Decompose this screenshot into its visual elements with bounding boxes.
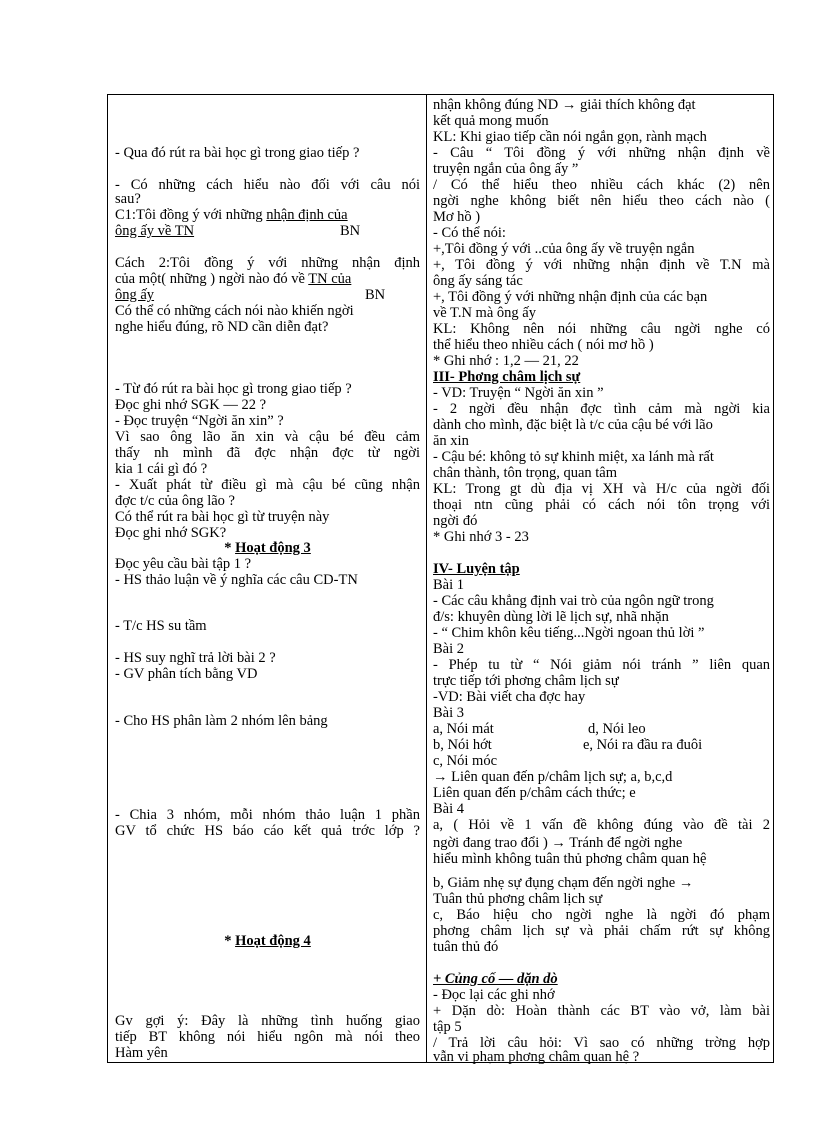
right-line: - Các câu khẳng định vai trò của ngôn ngữ trong bbox=[433, 593, 714, 609]
right-line: Mơ hồ ) bbox=[433, 209, 481, 225]
right-line: ngời đó bbox=[433, 513, 478, 529]
lesson-table bbox=[107, 94, 774, 1063]
right-line: ngời nghe không biết nên hiểu theo cách nào ( bbox=[433, 193, 770, 209]
right-line: c, Báo hiệu cho ngời nghe là ngời đó phạm bbox=[433, 907, 770, 923]
left-line bbox=[115, 271, 420, 287]
left-line: tiếp BT không nói hiểu ngôn mà nói theo bbox=[115, 1029, 420, 1045]
right-line: Tuân thủ phơng châm lịch sự bbox=[433, 891, 603, 907]
arrow-icon: → bbox=[561, 97, 577, 113]
left-line: Có thể rút ra bài học gì từ truyện này bbox=[115, 509, 330, 525]
right-line: a, ( Hỏi về 1 vấn đề không đúng vào đề tài 2 bbox=[433, 817, 770, 833]
text: * bbox=[224, 933, 236, 949]
left-line: - Từ đó rút ra bài học gì trong giao tiếp ? bbox=[115, 381, 352, 397]
column-divider bbox=[426, 95, 427, 1062]
right-line: +, Tôi đồng ý với những nhận định của các bạn bbox=[433, 289, 708, 305]
left-line: Đọc ghi nhớ SGK? bbox=[115, 525, 227, 541]
heading-activity-4 bbox=[115, 933, 420, 949]
left-line: - GV phân tích bằng VD bbox=[115, 666, 258, 682]
right-line: ông ấy sáng tác bbox=[433, 273, 523, 289]
right-line bbox=[433, 769, 770, 785]
right-line: thể hiểu theo nhiều cách ( nói mơ hồ ) bbox=[433, 337, 654, 353]
text: nhận không đúng ND bbox=[433, 97, 562, 113]
right-line: Liên quan đến p/châm cách thức; e bbox=[433, 785, 636, 801]
text: BN bbox=[340, 223, 361, 239]
left-line: Đọc yêu cầu bài tập 1 ? bbox=[115, 556, 252, 572]
right-line: KL: Trong gt dù địa vị XH và H/c của ngời đối bbox=[433, 481, 770, 497]
left-line: - HS thảo luận về ý nghĩa các câu CD-TN bbox=[115, 572, 358, 588]
left-line: - HS suy nghĩ trả lời bài 2 ? bbox=[115, 650, 276, 666]
left-line: thấy nh mình đã đợc nhận đợc từ ngời bbox=[115, 445, 420, 461]
right-line bbox=[433, 97, 770, 113]
right-line: - Có thể nói: bbox=[433, 225, 506, 241]
left-line: - Qua đó rút ra bài học gì trong giao tiếp ? bbox=[115, 145, 360, 161]
left-line: Có thể có những cách nói nào khiến ngời bbox=[115, 303, 354, 319]
left-line: - T/c HS su tầm bbox=[115, 618, 207, 634]
right-line: - VD: Truyện “ Ngời ăn xin ” bbox=[433, 385, 604, 401]
right-line bbox=[433, 835, 770, 851]
arrow-icon: → bbox=[551, 835, 566, 851]
left-line: - Cho HS phân làm 2 nhóm lên bảng bbox=[115, 713, 328, 729]
left-line: kia 1 cái gì đó ? bbox=[115, 461, 208, 477]
right-line: * Ghi nhớ : 1,2 — 21, 22 bbox=[433, 353, 579, 369]
right-line: -VD: Bài viết cha đợc hay bbox=[433, 689, 586, 705]
right-line bbox=[433, 875, 770, 891]
right-line bbox=[433, 721, 770, 737]
right-line: +, Tôi đồng ý với những nhận định về T.N mà bbox=[433, 257, 770, 273]
underlined-text: ông ấy về TN bbox=[115, 223, 195, 239]
underlined-text: TN của bbox=[308, 271, 352, 287]
left-line: Đọc ghi nhớ SGK — 22 ? bbox=[115, 397, 267, 413]
right-line: - Cậu bé: không tỏ sự khinh miệt, xa lánh mà rất bbox=[433, 449, 714, 465]
section-heading-review: + Củng cố — dặn dò bbox=[433, 971, 558, 987]
arrow-icon: → bbox=[678, 875, 694, 891]
left-line: đợc t/c của ông lão ? bbox=[115, 493, 235, 509]
text: Liên quan đến p/châm lịch sự; a, b,c,d bbox=[447, 769, 673, 785]
text: a, Nói mát bbox=[433, 721, 494, 737]
right-line: hiểu mình không tuân thủ phơng châm quan hệ bbox=[433, 851, 707, 867]
heading-activity-3 bbox=[115, 540, 420, 556]
underlined-text: nhận định của bbox=[266, 207, 348, 223]
left-line: GV tổ chức HS báo cáo kết quả trớc lớp ? bbox=[115, 823, 420, 839]
text: b, Nói hớt bbox=[433, 737, 492, 753]
right-line: - 2 ngời đều nhận đợc tình cảm mà ngời kia bbox=[433, 401, 770, 417]
right-line: truyện ngắn của ông ấy ” bbox=[433, 161, 579, 177]
right-line bbox=[433, 737, 770, 753]
right-line: phơng châm lịch sự và phải chấm rứt sự không bbox=[433, 923, 770, 939]
right-line: KL: Khi giao tiếp cần nói ngắn gọn, rành mạch bbox=[433, 129, 707, 145]
left-line: - Chia 3 nhóm, mỗi nhóm thảo luận 1 phần bbox=[115, 807, 420, 823]
right-line: chân thành, tôn trọng, quan tâm bbox=[433, 465, 618, 481]
text: BN bbox=[365, 287, 386, 303]
left-line: Hàm yên bbox=[115, 1045, 168, 1061]
left-line: nghe hiểu đúng, rõ ND cần diễn đạt? bbox=[115, 319, 329, 335]
text: d, Nói leo bbox=[588, 721, 646, 737]
right-line: tuân thủ đó bbox=[433, 939, 499, 955]
right-line: dành cho mình, đặc biệt là t/c của cậu bé với lão bbox=[433, 417, 713, 433]
left-line bbox=[115, 207, 420, 223]
text: Tránh để ngời nghe bbox=[565, 835, 683, 851]
left-line: Cách 2:Tôi đồng ý với những nhận định bbox=[115, 255, 420, 271]
right-line: - Đọc lại các ghi nhớ bbox=[433, 987, 555, 1003]
right-line: Bài 1 bbox=[433, 577, 465, 593]
text: ngời đang trao đổi ) bbox=[433, 835, 552, 851]
right-line: trực tiếp tới phơng châm lịch sự bbox=[433, 673, 619, 689]
right-line: - “ Chim khôn kêu tiếng...Ngời ngoan thủ lời ” bbox=[433, 625, 705, 641]
arrow-icon: → bbox=[433, 769, 448, 785]
right-line: tập 5 bbox=[433, 1019, 462, 1035]
right-line: / Trả lời câu hỏi: Vì sao có những trờng hợp bbox=[433, 1035, 770, 1051]
left-line: - Đọc truyện “Ngời ăn xin” ? bbox=[115, 413, 284, 429]
right-line: Bài 2 bbox=[433, 641, 465, 657]
right-line: đ/s: khuyên dùng lời lẽ lịch sự, nhã nhặn bbox=[433, 609, 669, 625]
text: C1:Tôi đồng ý với những bbox=[115, 207, 267, 223]
left-line bbox=[115, 287, 420, 303]
left-line: - Có những cách hiểu nào đối với câu nói bbox=[115, 177, 420, 193]
right-line: - Phép tu từ “ Nói giảm nói tránh ” liên quan bbox=[433, 657, 770, 673]
right-line: Bài 4 bbox=[433, 801, 465, 817]
right-line: vẫn vi phạm phơng châm quan hệ ? bbox=[433, 1049, 640, 1065]
text: * bbox=[224, 540, 236, 556]
right-line: thoại ntn cũng phải có cách nói tôn trọng với bbox=[433, 497, 770, 513]
right-line: KL: Không nên nói những câu ngời nghe có bbox=[433, 321, 770, 337]
right-line: / Có thể hiểu theo nhiều cách khác (2) nên bbox=[433, 177, 770, 193]
right-line: Bài 3 bbox=[433, 705, 465, 721]
right-line: - Câu “ Tôi đồng ý với những nhận định về bbox=[433, 145, 770, 161]
right-line: ăn xin bbox=[433, 433, 469, 449]
right-line: * Ghi nhớ 3 - 23 bbox=[433, 529, 529, 545]
right-line: c, Nói móc bbox=[433, 753, 498, 769]
left-line bbox=[115, 223, 420, 239]
right-line: về T.N mà ông ấy bbox=[433, 305, 536, 321]
underlined-text: ông ấy bbox=[115, 287, 155, 303]
text: b, Giảm nhẹ sự đụng chạm đến ngời nghe bbox=[433, 875, 679, 891]
heading-text: Hoạt động 3 bbox=[235, 540, 311, 556]
left-line: sau? bbox=[115, 191, 141, 207]
heading-text: Hoạt động 4 bbox=[235, 933, 311, 949]
text: e, Nói ra đầu ra đuôi bbox=[583, 737, 703, 753]
right-line: + Dặn dò: Hoàn thành các BT vào vở, làm bài bbox=[433, 1003, 770, 1019]
text: của một( những ) ngời nào đó về bbox=[115, 271, 309, 287]
left-line: - Xuất phát từ điều gì mà cậu bé cũng nhận bbox=[115, 477, 420, 493]
left-line: Gv gợi ý: Đây là những tình huống giao bbox=[115, 1013, 420, 1029]
left-line: Vì sao ông lão ăn xin và cậu bé đều cảm bbox=[115, 429, 420, 445]
section-heading-practice: IV- Luyện tập bbox=[433, 561, 520, 577]
text: giải thích không đạt bbox=[576, 97, 696, 113]
right-line: +,Tôi đồng ý với ..của ông ấy về truyện ngắn bbox=[433, 241, 695, 257]
right-line: kết quả mong muốn bbox=[433, 113, 549, 129]
section-heading-polite-maxim: III- Phơng châm lịch sự bbox=[433, 369, 581, 385]
